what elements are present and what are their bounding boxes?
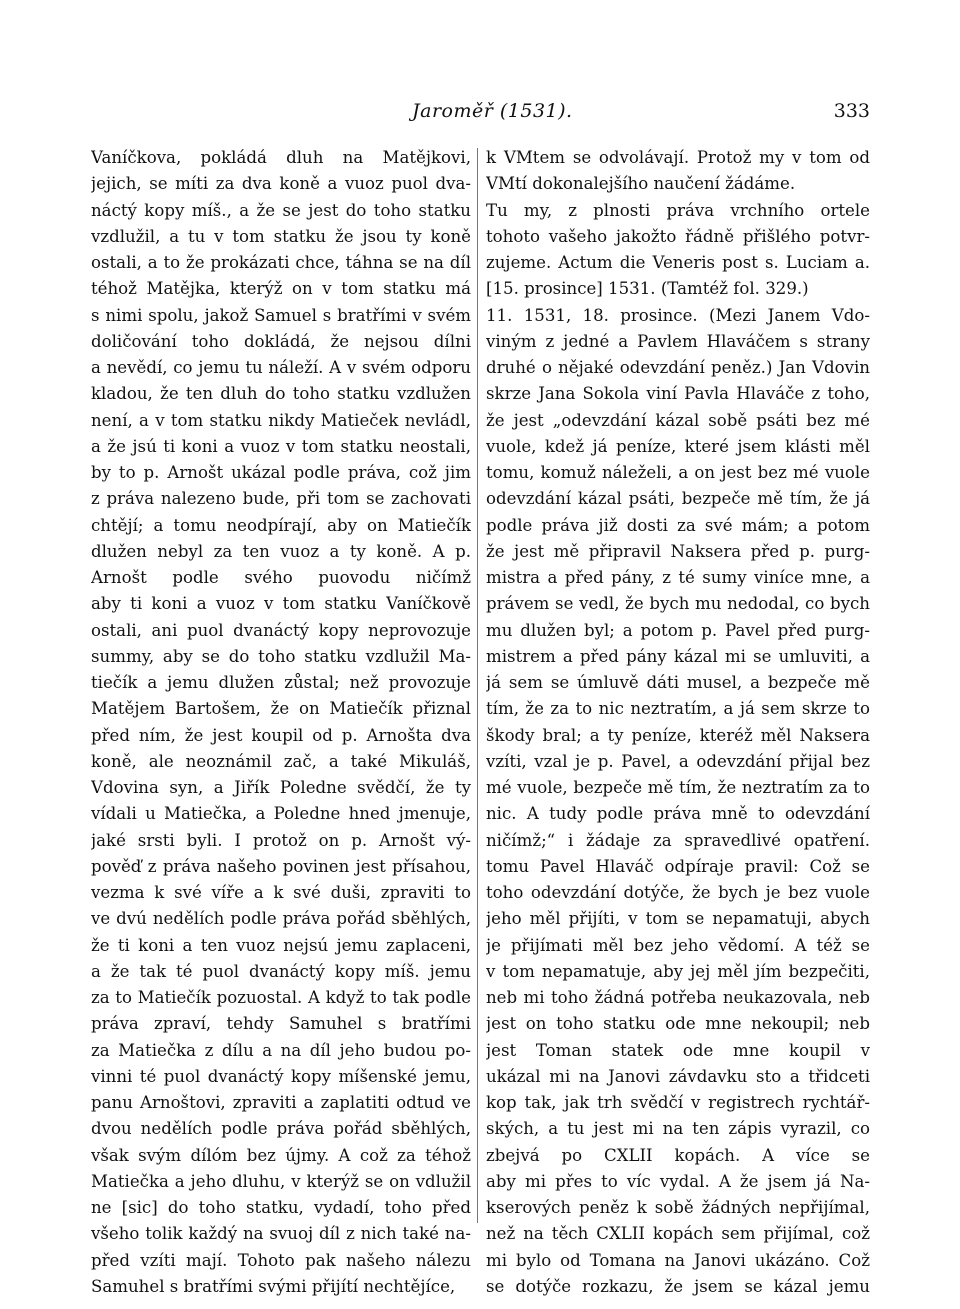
text-line: viným z jedné a Pavlem Hlaváčem s strany xyxy=(486,331,870,351)
text-line: vzdlužil, a tu v tom statku že jsou ty koně xyxy=(91,226,471,246)
text-line: že jest „odevzdání kázal sobě psáti bez mé xyxy=(486,410,870,430)
text-line: před ním, že jest koupil od p. Arnošta dva xyxy=(91,725,471,745)
text-line: odevzdání kázal psáti, bezpeče mě tím, že já xyxy=(486,489,870,509)
text-line: zbejvá po CXLII kopách. A více se xyxy=(486,1145,870,1165)
text-line: skrze Jana Sokola viní Pavla Hlaváče z toho, xyxy=(486,384,870,404)
text-line: je přijímati měl bez jeho vědomí. A též se xyxy=(486,935,870,955)
text-line: toho odevzdání dotýče, že bych je bez vuole xyxy=(486,883,870,902)
text-line: druhé o nějaké odevzdání peněz.) Jan Vdovin xyxy=(486,358,870,377)
text-line: 11. 1531, 18. prosince. (Mezi Janem Vdo- xyxy=(486,305,870,325)
text-line: kserových peněz k sobě žádných nepřijímal, xyxy=(486,1198,870,1217)
text-line: však svým dílóm bez újmy. A což za téhož xyxy=(91,1145,471,1165)
text-line: Arnošt podle svého puovodu ničímž xyxy=(91,568,471,587)
text-line: VMtí dokonalejšího naučení žádáme. xyxy=(486,174,796,194)
text-line: vzíti, vzal je p. Pavel, a odevzdání přijal bez xyxy=(486,751,870,771)
text-line: ostali, ani puol dvanáctý kopy neprovozuje xyxy=(91,620,471,640)
text-line: tomu, komuž náleželi, a on jest bez mé vuole xyxy=(486,463,870,482)
running-title: Jaroměř (1531). xyxy=(412,100,573,122)
text-line: Matějem Bartošem, že on Matiečík přiznal xyxy=(91,699,471,719)
text-line: ských, a tu jest mi na ten zápis vyrazil, co xyxy=(486,1119,870,1139)
text-line: ve dvú nedělích podle práva pořád sběhlých, xyxy=(91,909,471,929)
text-line: mu dlužen byl; a potom p. Pavel před purg- xyxy=(486,620,870,640)
text-line: dlužen nebyl za ten vuoz a ty koně. A p. xyxy=(91,541,471,561)
text-line: jest Toman statek ode mne koupil v xyxy=(486,1040,870,1060)
text-line: že jest mě připravil Naksera před p. purg- xyxy=(486,541,870,561)
text-line: panu Arnoštovi, zpraviti a zaplatiti odtud ve xyxy=(91,1093,471,1112)
text-line: mé vuole, bezpeče mě tím, že neztratím za to xyxy=(486,778,870,797)
text-line: já sem se úmluvě dáti musel, a bezpeče mě xyxy=(486,673,870,692)
text-line: podle práva již dosti za své mám; a potom xyxy=(486,515,870,535)
text-line: mistrem a před pány kázal mi se umluviti, a xyxy=(486,646,870,666)
text-line: jeho měl přijíti, v tom se nepamatuji, abych xyxy=(486,909,870,929)
text-line: před vzíti mají. Tohoto pak našeho nálezu xyxy=(91,1250,471,1270)
text-line: za to Matiečík pozuostal. A když to tak podle xyxy=(91,988,471,1007)
text-line: kladou, že ten dluh do toho statku vzdlužen xyxy=(91,384,471,404)
text-line: není, a v tom statku nikdy Matieček nevládl, xyxy=(91,410,471,430)
text-line: jest on toho statku ode mne nekoupil; neb xyxy=(486,1014,870,1034)
text-line: jaké srsti byli. I protož on p. Arnošt vý- xyxy=(91,830,471,850)
text-line: vuole, kdež já peníze, které jsem klásti měl xyxy=(486,436,870,456)
right-column xyxy=(486,145,870,1300)
text-line: a že jsú ti koni a vuoz v tom statku neostali, xyxy=(91,436,471,456)
text-line: summy, aby se do toho statku vzdlužil Ma- xyxy=(91,646,471,666)
text-line: právem se vedl, že bych mu nedodal, co bych xyxy=(486,594,870,614)
text-line: téhož Matějka, kterýž on v tom statku má xyxy=(91,279,471,299)
text-line: a nevědí, co jemu tu náleží. A v svém odporu xyxy=(91,358,471,377)
page-number: 333 xyxy=(833,100,870,122)
text-line: vinni té puol dvanáctý kopy míšenské jemu, xyxy=(91,1066,471,1086)
text-line: než na těch CXLII kopách sem přijímal, což xyxy=(486,1224,870,1244)
text-line: tohoto vašeho jakožto řádně přišlého potvr- xyxy=(486,226,870,246)
text-line: [15. prosince] 1531. (Tamtéž fol. 329.) xyxy=(486,279,809,299)
text-line: nic. A tudy podle práva mně to odevzdání xyxy=(486,804,870,824)
text-line: doličování toho dokládá, že nejsou dílni xyxy=(91,331,471,351)
text-line: Matiečka a jeho dluhu, v kterýž se on vdlužil xyxy=(91,1171,471,1191)
text-line: aby mi přes to víc vydal. A že jsem já Na- xyxy=(486,1171,870,1191)
text-line: tiečík a jemu dlužen zůstal; než provozuje xyxy=(91,673,471,692)
text-line: se dotýče rozkazu, že jsem se kázal jemu xyxy=(486,1276,870,1296)
text-line: za Matiečka z dílu a na díl jeho budou po- xyxy=(91,1040,471,1060)
text-line: aby ti koni a vuoz v tom statku Vaníčkově xyxy=(91,594,471,614)
text-line: k VMtem se odvolávají. Protož my v tom od xyxy=(486,148,870,167)
text-line: Vdovina syn, a Jiřík Poledne svědčí, že ty xyxy=(91,778,471,797)
text-line: tomu Pavel Hlaváč odpíraje pravil: Což se xyxy=(486,856,870,876)
text-line: tím, že za to nic neztratím, a já sem skrze to xyxy=(486,699,870,719)
text-line: ničímž;“ i žádaje za spravedlivé opatření. xyxy=(486,830,870,850)
text-line: že ti koni a ten vuoz nejsú jemu zaplaceni, xyxy=(91,935,471,955)
running-head xyxy=(340,100,870,128)
text-line: neb mi toho žádná potřeba neukazovala, neb xyxy=(486,988,870,1007)
text-line: pověď z práva našeho povinen jest přísahou, xyxy=(91,856,471,876)
text-line: mi bylo od Tomana na Janovi ukázáno. Což xyxy=(486,1250,870,1270)
text-line: náctý kopy míš., a že se jest do toho statku xyxy=(91,200,471,220)
text-line: a že tak té puol dvanáctý kopy míš. jemu xyxy=(91,961,471,981)
text-line: škody bral; a ty peníze, kteréž měl Naksera xyxy=(486,725,870,745)
left-column xyxy=(91,145,471,1300)
text-line: z práva nalezeno bude, při tom se zachovati xyxy=(91,489,471,509)
column-divider xyxy=(477,148,478,1223)
text-line: mistra a před pány, z té sumy viníce mne, a xyxy=(486,568,870,587)
text-line: s nimi spolu, jakož Samuel s bratřími v svém xyxy=(91,305,471,325)
text-line: ostali, a to že prokázati chce, táhna se na díl xyxy=(91,253,471,272)
text-line: vezma k své víře a k své duši, zpraviti to xyxy=(91,883,471,902)
text-line: v tom nepamatuje, aby jej měl jím bezpečiti, xyxy=(486,961,870,981)
text-line: všeho tolik každý na svuoj díl z nich také na- xyxy=(91,1224,471,1244)
text-line: zujeme. Actum die Veneris post s. Luciam a. xyxy=(486,253,870,272)
text-line: jejich, se míti za dva koně a vuoz puol dva- xyxy=(91,174,471,194)
text-line: dvou nedělích podle práva pořád sběhlých, xyxy=(91,1119,471,1139)
text-line: ne [sic] do toho statku, vydadí, toho před xyxy=(91,1198,471,1217)
text-line: koně, ale neoznámil zač, a také Mikuláš, xyxy=(91,751,471,771)
text-line: ukázal mi na Janovi závdavku sto a třidceti xyxy=(486,1066,870,1086)
text-line: kop tak, jak trh svědčí v registrech rychtář- xyxy=(486,1093,870,1112)
text-line: Samuhel s bratřími svými přijítí nechtějíce, xyxy=(91,1276,456,1296)
text-line: by to p. Arnošt ukázal podle práva, což jim xyxy=(91,463,471,482)
text-line: Vaníčkova, pokládá dluh na Matějkovi, xyxy=(91,148,471,167)
text-line: chtějí; a tomu neodpírají, aby on Matiečík xyxy=(91,515,471,535)
text-line: Tu my, z plnosti práva vrchního ortele xyxy=(486,200,870,220)
text-line: práva zpraví, tehdy Samuhel s bratřími xyxy=(91,1014,471,1034)
text-line: vídali u Matiečka, a Poledne hned jmenuje, xyxy=(91,804,471,824)
